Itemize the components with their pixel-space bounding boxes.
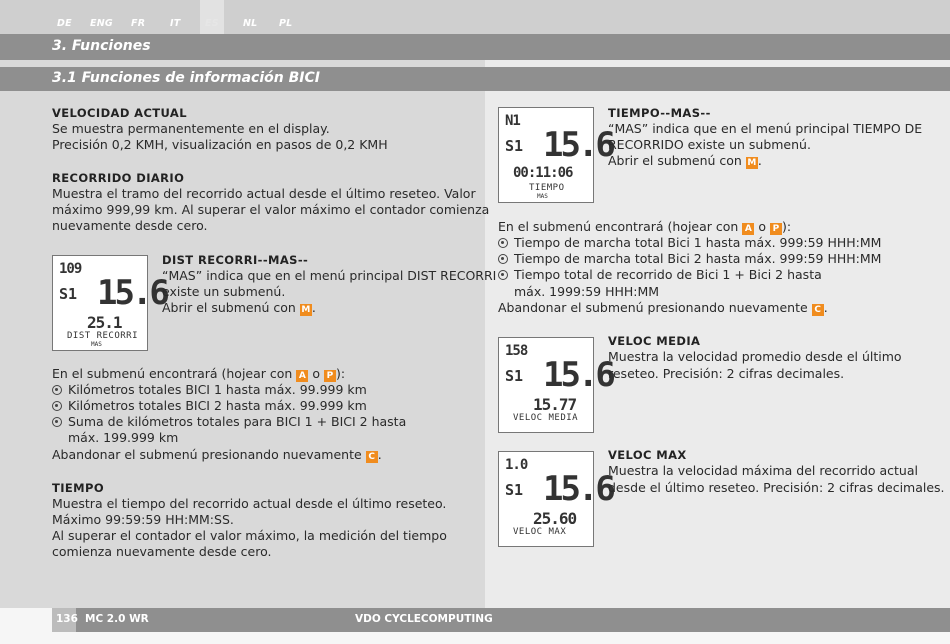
submenu-exit-text: Abandonar el submenú presionando nuevamente bbox=[52, 447, 362, 462]
open-submenu-text: Abrir el submenú con bbox=[608, 153, 742, 168]
display-veloc-max bbox=[498, 451, 613, 547]
page-number: 136 bbox=[56, 613, 78, 625]
a-key-icon: A bbox=[296, 370, 308, 382]
p-key-icon: P bbox=[324, 370, 336, 382]
lcd-label: TIEMPO bbox=[529, 183, 565, 193]
text-veloc-max-2: desde el último reseteo. Precisión: 2 cifras decimales. bbox=[608, 480, 945, 495]
lcd-top-value: 1.0 bbox=[505, 457, 528, 473]
text-tiempo-2: Máximo 99:59:59 HH:MM:SS. bbox=[52, 512, 234, 527]
submenu-intro-text: En el submenú encontrará (hojear con bbox=[52, 366, 293, 381]
lang-tab-es[interactable]: ES bbox=[205, 18, 219, 29]
list-item: Kilómetros totales BICI 1 hasta máx. 99.999 km bbox=[52, 382, 367, 398]
open-submenu-text: Abrir el submenú con bbox=[162, 300, 296, 315]
lang-tab-de[interactable]: DE bbox=[57, 18, 72, 29]
footer-model: MC 2.0 WR bbox=[85, 613, 149, 625]
list-item: Tiempo de marcha total Bici 2 hasta máx. 999:59 HHH:MM bbox=[498, 251, 881, 267]
bullet-icon bbox=[52, 401, 62, 411]
lcd-mode: S1 bbox=[505, 137, 524, 155]
lcd-speed: 15.6 bbox=[543, 125, 613, 165]
a-key-icon: A bbox=[742, 223, 754, 235]
lcd-mode: S1 bbox=[505, 481, 524, 499]
list-item-continuation: máx. 1999:59 HHH:MM bbox=[514, 284, 660, 299]
text-tiempo-4: comienza nuevamente desde cero. bbox=[52, 544, 272, 559]
submenu-intro-right bbox=[498, 219, 791, 235]
heading-tiempo-mas: TIEMPO--MAS-- bbox=[608, 106, 711, 120]
lcd-label: VELOC MEDIA bbox=[513, 413, 579, 423]
lcd-label: VELOC MAX bbox=[513, 527, 567, 537]
text-veloc-media-1: Muestra la velocidad promedio desde el último bbox=[608, 349, 902, 364]
text-recorrido-2: máximo 999,99 km. Al superar el valor máximo el contador comienza bbox=[52, 202, 490, 217]
lang-tab-pl[interactable]: PL bbox=[279, 18, 293, 29]
display-veloc-media bbox=[498, 337, 613, 433]
lang-tab-eng[interactable]: ENG bbox=[90, 18, 113, 29]
lcd-distance: 25.1 bbox=[87, 313, 122, 332]
lang-tab-it[interactable]: IT bbox=[170, 18, 181, 29]
lcd-speed: 15.6 bbox=[543, 469, 613, 509]
heading-recorrido-diario: RECORRIDO DIARIO bbox=[52, 171, 185, 185]
m-key-icon: M bbox=[747, 158, 757, 168]
p-key-icon: P bbox=[770, 223, 782, 235]
display-tiempo bbox=[498, 107, 613, 203]
submenu-intro-post: ): bbox=[781, 219, 792, 234]
lcd-top-value: 109 bbox=[59, 261, 82, 277]
submenu-conj: o bbox=[758, 219, 766, 234]
text-veloc-media-2: reseteo. Precisión: 2 cifras decimales. bbox=[608, 366, 845, 381]
list-item: Tiempo total de recorrido de Bici 1 + Bici 2 hasta bbox=[498, 267, 822, 283]
lcd-average: 15.77 bbox=[533, 395, 577, 414]
text-dist-mas-1: “MAS” indica que en el menú principal DIST RECORRI bbox=[162, 268, 497, 283]
lcd-speed: 15.6 bbox=[543, 355, 613, 395]
lang-tab-nl[interactable]: NL bbox=[243, 18, 258, 29]
submenu-conj: o bbox=[312, 366, 320, 381]
submenu-exit-left: Abandonar el submenú presionando nuevamente C . bbox=[52, 447, 382, 462]
c-key-icon: C bbox=[366, 451, 378, 463]
text-recorrido-3: nuevamente desde cero. bbox=[52, 218, 208, 233]
bullet-icon bbox=[52, 385, 62, 395]
list-item-continuation: máx. 199.999 km bbox=[68, 430, 179, 445]
lcd-sub-label: MAS bbox=[91, 341, 102, 348]
submenu-intro-text: En el submenú encontrará (hojear con bbox=[498, 219, 739, 234]
footer-bottom-strip bbox=[0, 632, 950, 644]
text-tiempo-mas-1: “MAS” indica que en el menú principal TIEMPO DE bbox=[608, 121, 923, 136]
text-dist-mas-open: Abrir el submenú con M . bbox=[162, 300, 316, 315]
bullet-icon bbox=[52, 417, 62, 427]
bullet-icon bbox=[498, 254, 508, 264]
text-tiempo-mas-2: RECORRIDO existe un submenú. bbox=[608, 137, 811, 152]
text-tiempo-1: Muestra el tiempo del recorrido actual desde el último reseteo. bbox=[52, 496, 447, 511]
lcd-label: DIST RECORRI bbox=[67, 331, 139, 341]
lcd-top-value: 158 bbox=[505, 343, 528, 359]
footer-brand: VDO CYCLECOMPUTING bbox=[355, 613, 493, 625]
text-dist-mas-2: existe un submenú. bbox=[162, 284, 286, 299]
lcd-max: 25.60 bbox=[533, 509, 577, 528]
heading-veloc-media: VELOC MEDIA bbox=[608, 334, 701, 348]
submenu-intro-post: ): bbox=[335, 366, 346, 381]
section-title: 3.1 Funciones de información BICI bbox=[52, 70, 320, 86]
lcd-top-value: N1 bbox=[505, 113, 520, 129]
heading-velocidad-actual: VELOCIDAD ACTUAL bbox=[52, 106, 187, 120]
text-veloc-max-1: Muestra la velocidad máxima del recorrido actual bbox=[608, 463, 918, 478]
lcd-time: 00:11:06 bbox=[513, 165, 573, 181]
chapter-title: 3. Funciones bbox=[52, 38, 151, 54]
heading-veloc-max: VELOC MAX bbox=[608, 448, 687, 462]
heading-dist-recorri-mas: DIST RECORRI--MAS-- bbox=[162, 253, 309, 267]
text-velocidad-actual-2: Precisión 0,2 KMH, visualización en pasos de 0,2 KMH bbox=[52, 137, 388, 152]
bullet-icon bbox=[498, 270, 508, 280]
list-item: Tiempo de marcha total Bici 1 hasta máx. 999:59 HHH:MM bbox=[498, 235, 881, 251]
m-key-icon: M bbox=[301, 305, 311, 315]
list-item: Kilómetros totales BICI 2 hasta máx. 99.999 km bbox=[52, 398, 367, 414]
text-tiempo-mas-open: Abrir el submenú con M . bbox=[608, 153, 762, 168]
footer-bar bbox=[52, 608, 950, 632]
display-dist-recorri bbox=[52, 255, 167, 351]
lcd-mode: S1 bbox=[505, 367, 524, 385]
heading-tiempo: TIEMPO bbox=[52, 481, 105, 495]
submenu-intro-left bbox=[52, 366, 345, 382]
lcd-sub-label: MAS bbox=[537, 193, 548, 200]
lcd-speed: 15.6 bbox=[97, 273, 167, 313]
bullet-icon bbox=[498, 238, 508, 248]
text-recorrido-1: Muestra el tramo del recorrido actual desde el último reseteo. Valor bbox=[52, 186, 476, 201]
lang-tab-fr[interactable]: FR bbox=[131, 18, 146, 29]
submenu-exit-right: Abandonar el submenú presionando nuevamente C . bbox=[498, 300, 828, 315]
list-item: Suma de kilómetros totales para BICI 1 + BICI 2 hasta bbox=[52, 414, 406, 430]
c-key-icon: C bbox=[812, 304, 824, 316]
submenu-exit-text: Abandonar el submenú presionando nuevamente bbox=[498, 300, 808, 315]
text-velocidad-actual-1: Se muestra permanentemente en el display. bbox=[52, 121, 330, 136]
lcd-mode: S1 bbox=[59, 285, 78, 303]
text-tiempo-3: Al superar el contador el valor máximo, la medición del tiempo bbox=[52, 528, 447, 543]
